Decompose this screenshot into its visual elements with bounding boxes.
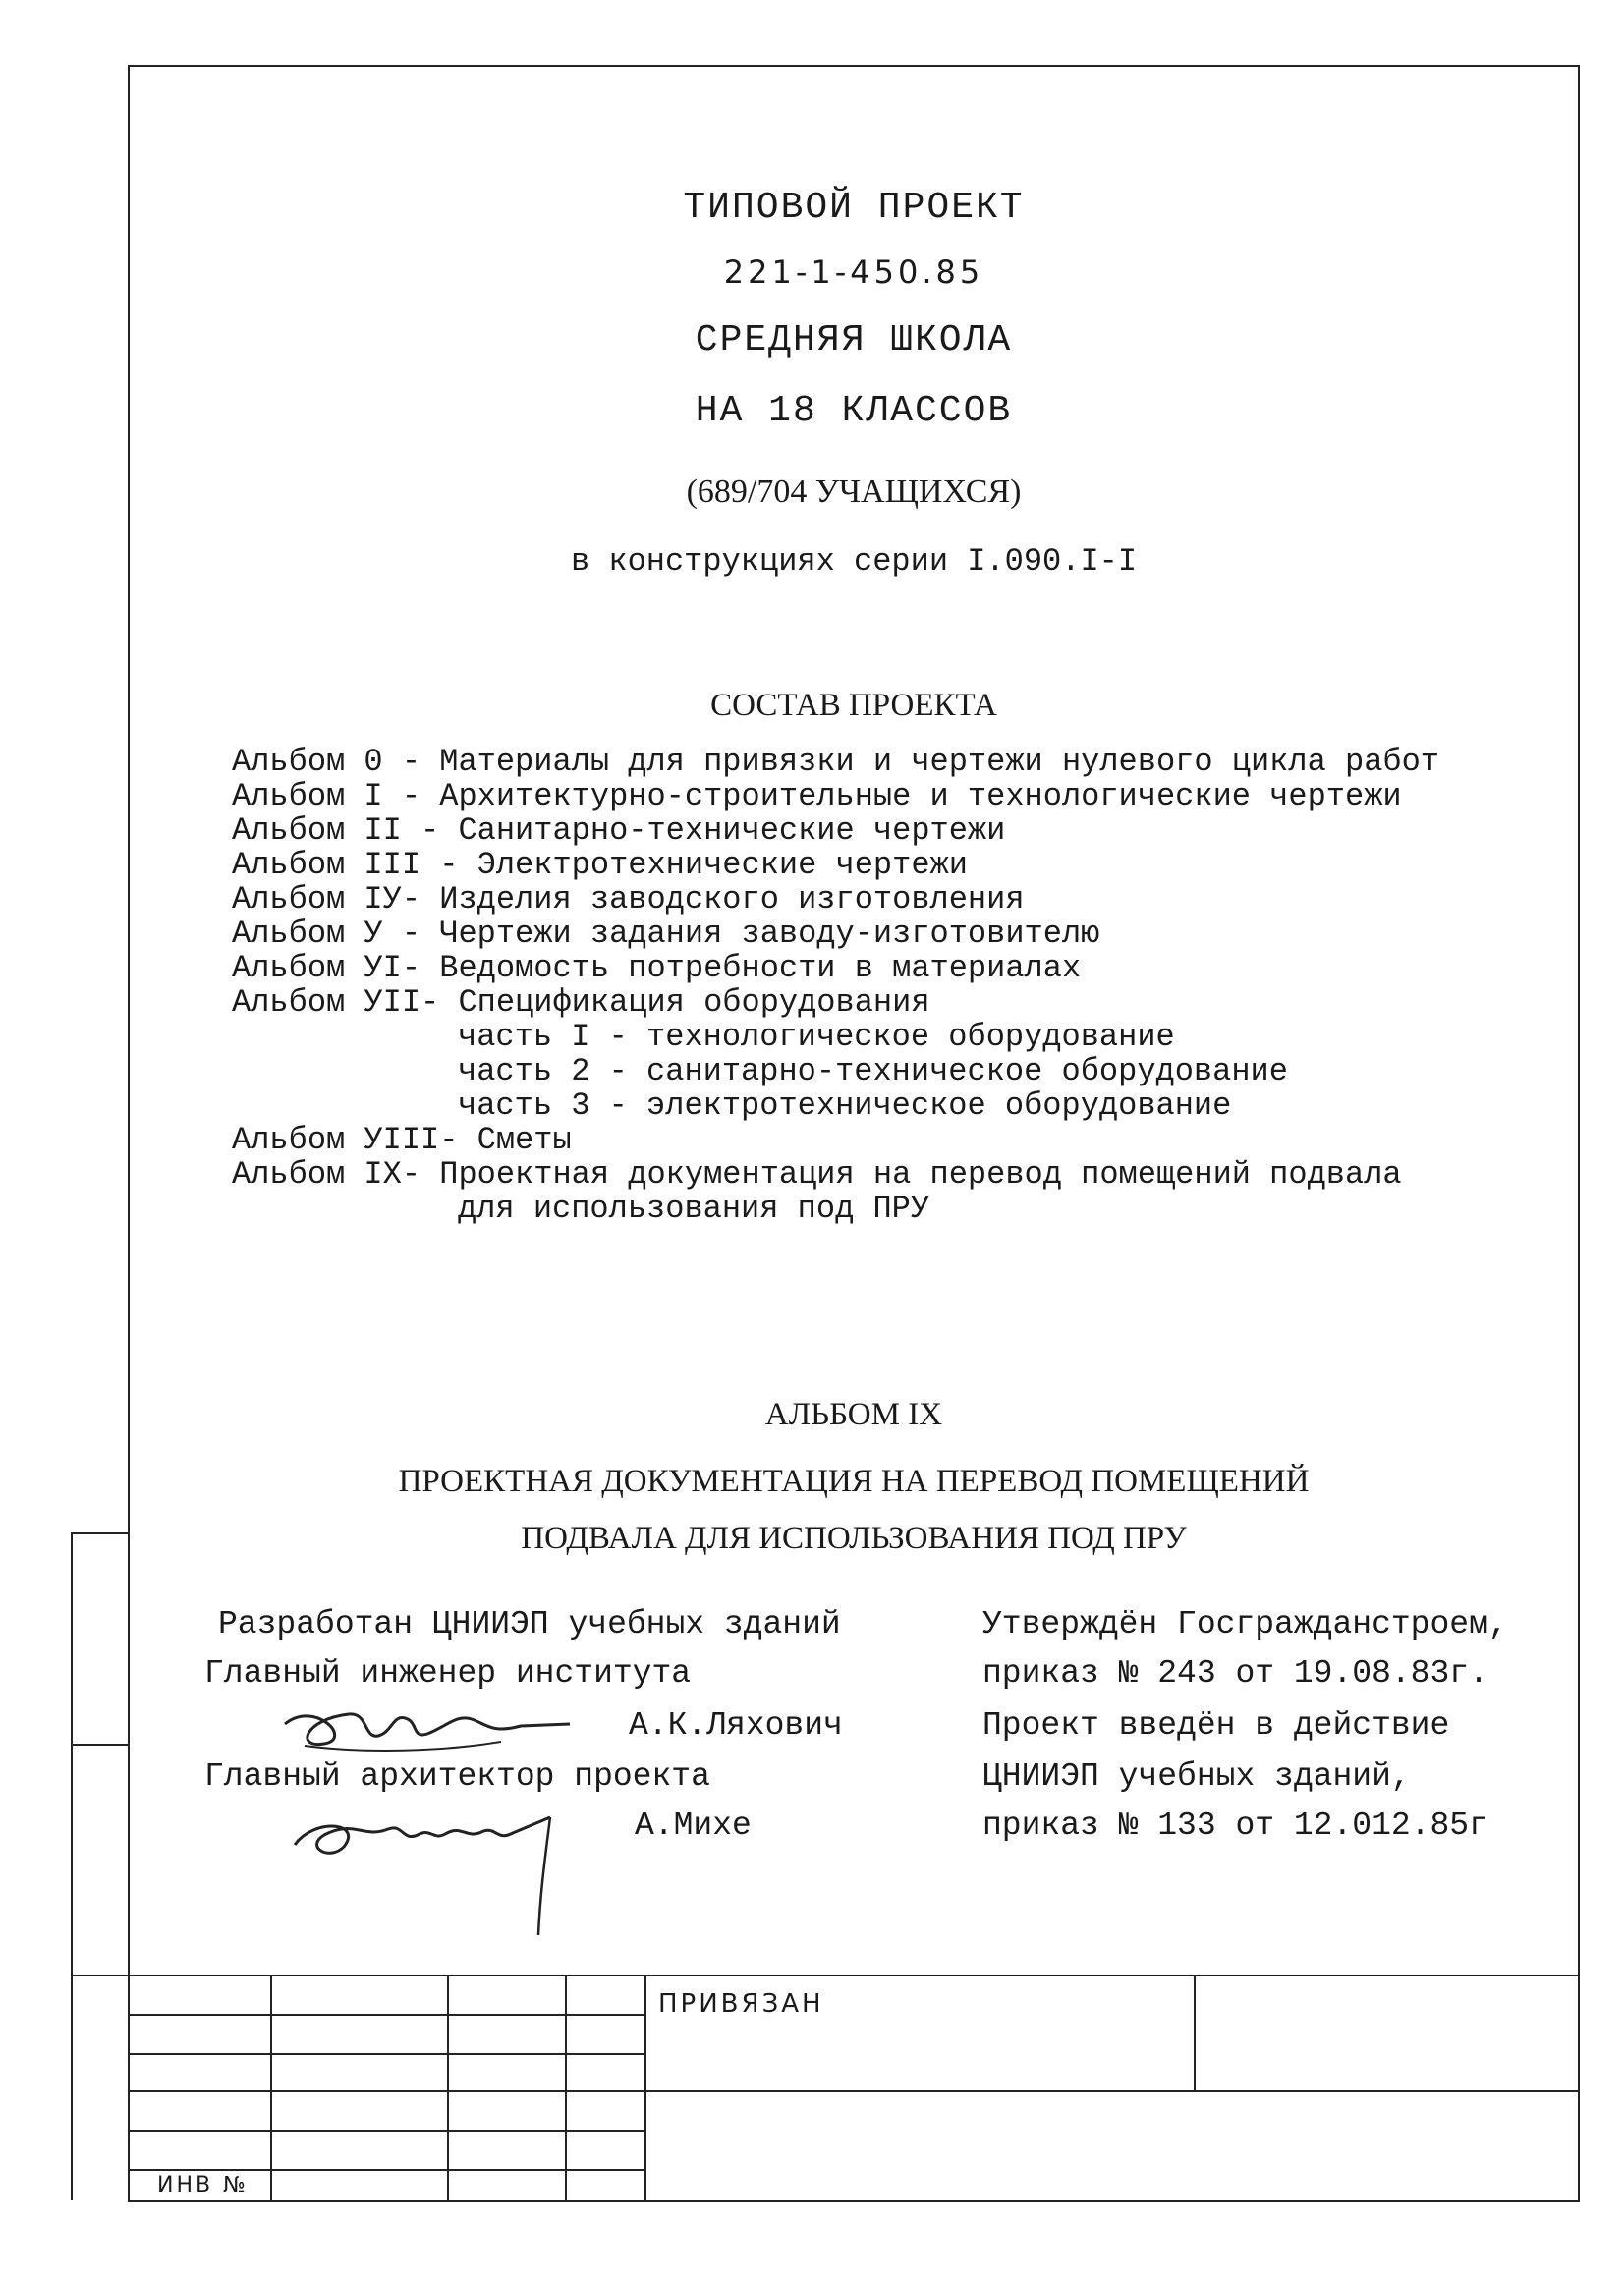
album-title-line2: ПОДВАЛА ДЛЯ ИСПОЛЬЗОВАНИЯ ПОД ПРУ: [521, 1521, 1187, 1556]
composition-subline: часть 2 - санитарно-техническое оборудование: [458, 1053, 1288, 1089]
composition-line: Альбом III - Электротехнические чертежи: [232, 847, 968, 883]
composition-line: Альбом УII- Спецификация оборудования: [232, 984, 930, 1021]
composition-line: Альбом У - Чертежи задания заводу-изготовителю: [232, 916, 1100, 952]
stamp-col-line: [644, 1975, 646, 2202]
project-number: 221-1-450.85: [723, 253, 984, 291]
composition-subline: для использования под ПРУ: [458, 1191, 930, 1227]
composition-subline: часть I - технологическое оборудование: [458, 1019, 1175, 1055]
engineer-signature-icon: [246, 1685, 639, 1763]
composition-subline: часть 3 - электротехническое оборудование: [458, 1087, 1232, 1124]
composition-line: Альбом 0 - Материалы для привязки и чертежи нулевого цикла работ: [232, 744, 1439, 780]
composition-heading: СОСТАВ ПРОЕКТА: [710, 688, 997, 723]
approval-line5: приказ № 133 от 12.012.85г: [982, 1808, 1488, 1844]
composition-line: Альбом II - Санитарно-технические чертежи: [232, 812, 1006, 849]
chief-architect-name: А.Михе: [635, 1808, 752, 1844]
stamp-col-line: [270, 1975, 272, 2202]
stamp-col-line: [447, 1975, 449, 2202]
side-margin-strip: [71, 1532, 128, 2200]
composition-line: Альбом УIII- Сметы: [232, 1122, 572, 1158]
composition-line: Альбом УI- Ведомость потребности в материалах: [232, 950, 1082, 986]
stamp-row-line: [128, 2053, 646, 2055]
approval-line3: Проект введён в действие: [982, 1707, 1450, 1744]
side-divider: [71, 1532, 128, 1534]
stamp-col-line: [1194, 1975, 1196, 2090]
architect-signature-icon: [255, 1788, 648, 1945]
developer: Разработан ЦНИИЭП учебных зданий: [218, 1606, 841, 1642]
series-line: в конструкциях серии I.090.I-I: [570, 543, 1138, 580]
stamp-row-line: [128, 2130, 646, 2132]
side-divider: [71, 1744, 128, 1746]
project-name-line2: НА 18 КЛАССОВ: [695, 390, 1013, 432]
stamp-col-line: [565, 1975, 567, 2202]
composition-line: Альбом I - Архитектурно-строительные и технологические чертежи: [232, 778, 1402, 814]
approval-line4: ЦНИИЭП учебных зданий,: [982, 1758, 1411, 1795]
bound-label: ПРИВЯЗАН: [658, 1989, 824, 2019]
composition-line: Альбом IУ- Изделия заводского изготовления: [232, 881, 1025, 918]
document-title: ТИПОВОЙ ПРОЕКТ: [683, 187, 1025, 229]
stamp-top-border: [128, 1975, 1580, 1976]
side-divider: [71, 1975, 128, 1976]
composition-line: Альбом IX- Проектная документация на перевод помещений подвала: [232, 1156, 1402, 1193]
chief-architect-title: Главный архитектор проекта: [204, 1758, 710, 1795]
album-heading: АЛЬБОМ IX: [764, 1397, 943, 1432]
chief-engineer-name: А.К.Ляхович: [629, 1707, 843, 1744]
approval-line1: Утверждён Госгражданстроем,: [982, 1606, 1508, 1642]
stamp-row-line: [128, 2169, 646, 2171]
stamp-row-line: [128, 2014, 646, 2016]
chief-engineer-title: Главный инженер института: [204, 1655, 692, 1692]
album-title-line1: ПРОЕКТНАЯ ДОКУМЕНТАЦИЯ НА ПЕРЕВОД ПОМЕЩЕНИЙ: [398, 1464, 1310, 1499]
inventory-number-label: ИНВ №: [157, 2173, 249, 2198]
approval-line2: приказ № 243 от 19.08.83г.: [982, 1655, 1488, 1692]
capacity: (689/704 УЧАЩИХСЯ): [686, 473, 1022, 510]
project-name-line1: СРЕДНЯЯ ШКОЛА: [695, 319, 1013, 362]
stamp-middle-border: [128, 2090, 1580, 2092]
